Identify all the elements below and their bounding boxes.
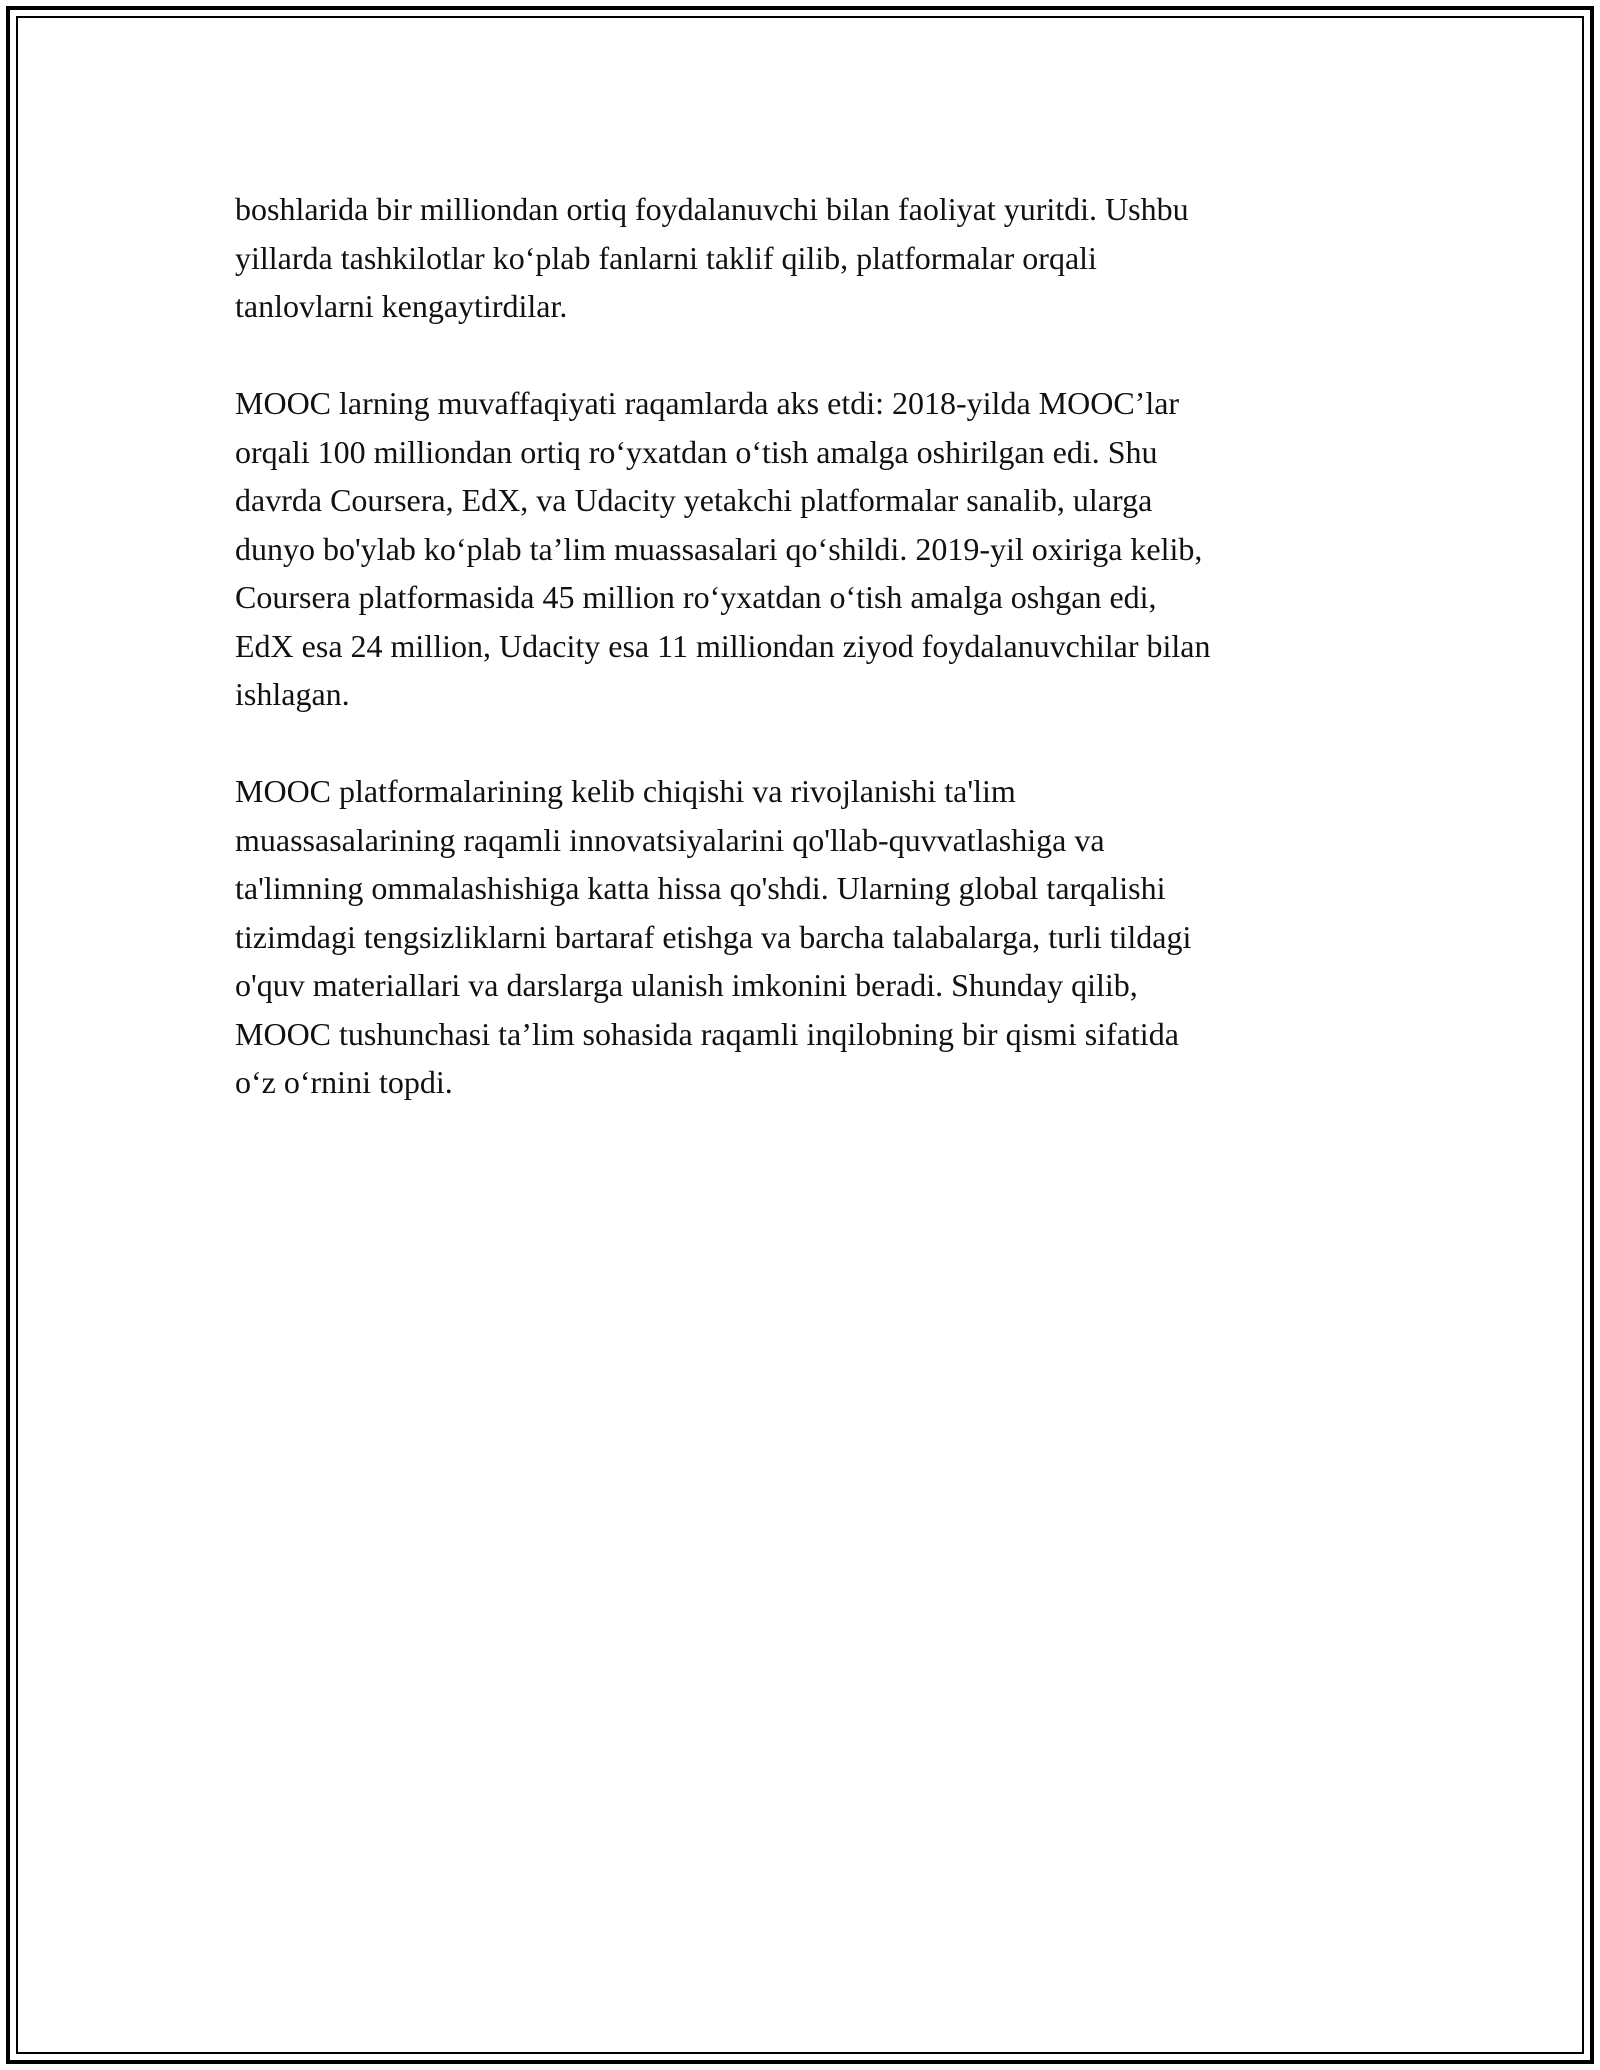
- paragraph-3: MOOC platformalarining kelib chiqishi va rivojlanishi ta'lim muassasalarining raqamli innovatsiyalarini qo'llab-quvvatlashiga va ta'limning ommalashishiga katta hissa qo'shdi. Ularning global tarqalishi tizimdagi tengsizliklarni bartaraf etishga va barcha talabalarga, turli tildagi o'quv materiallari va darslarga ulanish imkonini beradi. Shunday qilib, MOOC tushunchasi ta’lim sohasida raqamli inqilobning bir qismi sifatida o‘z o‘rnini topdi.: [235, 773, 1192, 1100]
- document-body: [235, 185, 1375, 1155]
- paragraph-1: boshlarida bir milliondan ortiq foydalanuvchi bilan faoliyat yuritdi. Ushbu yillarda tashkilotlar ko‘plab fanlarni taklif qilib, platformalar orqali tanlovlarni kengaytirdilar.: [235, 191, 1189, 324]
- paragraph-2: MOOC larning muvaffaqiyati raqamlarda aks etdi: 2018-yilda MOOC’lar orqali 100 milliondan ortiq ro‘yxatdan o‘tish amalga oshirilgan edi. Shu davrda Coursera, EdX, va Udacity yetakchi platformalar sanalib, ularga dunyo bo'ylab ko‘plab ta’lim muassasalari qo‘shildi. 2019-yil oxiriga kelib, Coursera platformasida 45 million ro‘yxatdan o‘tish amalga oshgan edi, EdX esa 24 million, Udacity esa 11 milliondan ziyod foydalanuvchilar bilan ishlagan.: [235, 385, 1211, 712]
